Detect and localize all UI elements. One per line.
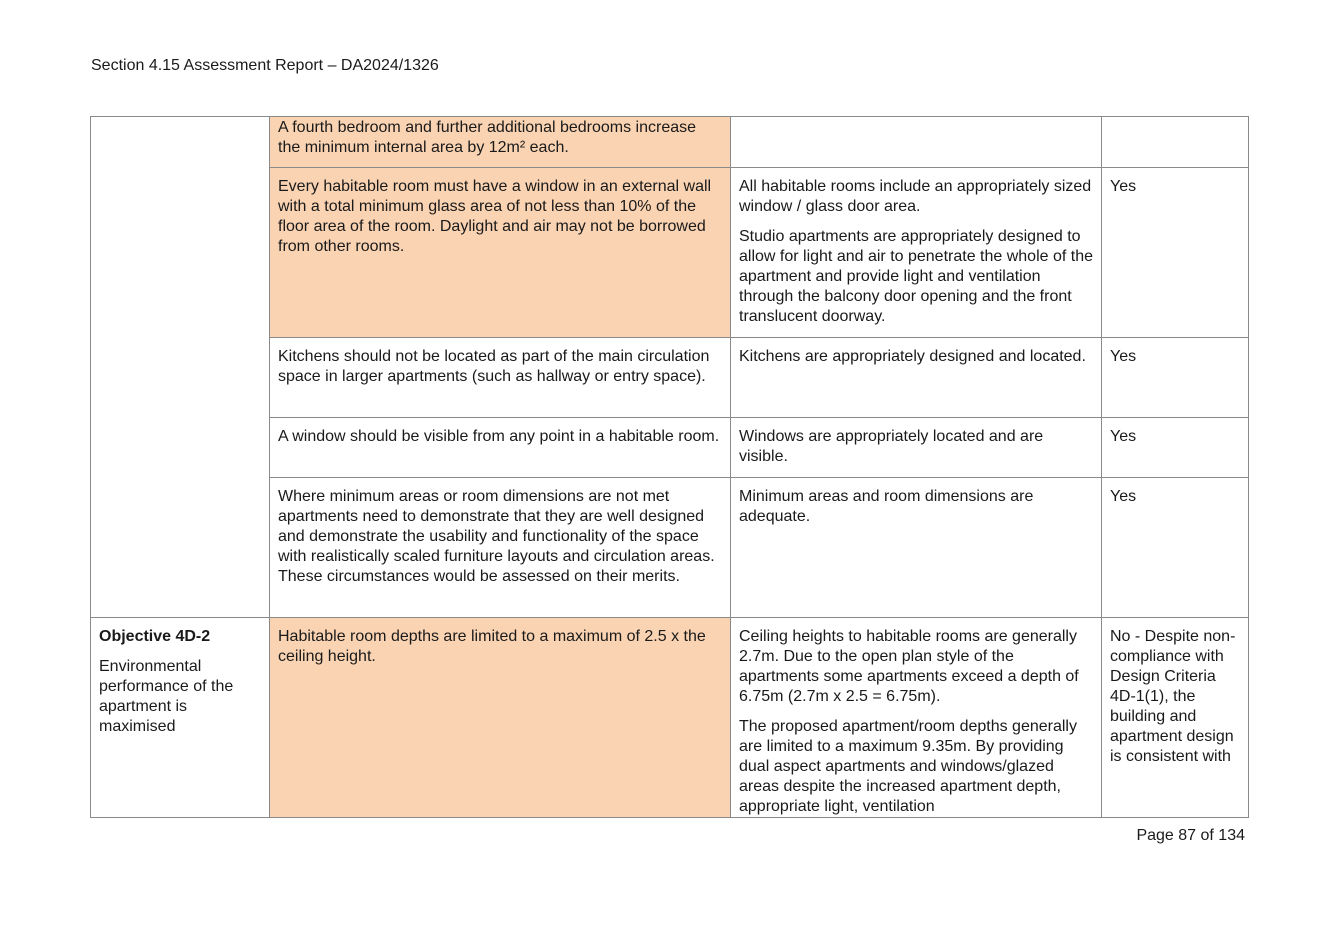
control-cell: Where minimum areas or room dimensions are not met apartments need to demonstrate that they are well designed and demonstrate the usability and functionality of the space with realistically scaled furniture layouts and circulation areas. These circumstances would be assessed on their merits. xyxy=(270,478,731,618)
table-row xyxy=(91,618,1249,818)
objective-cell xyxy=(91,618,270,818)
objective-title: Objective 4D-2 xyxy=(99,628,211,645)
assessment-text: The proposed apartment/room depths generally are limited to a maximum 9.35m. By providing dual aspect apartments and windows/glazed areas despite the increased apartment depth, appropriate light, ventilation xyxy=(739,718,1077,815)
control-cell: A fourth bedroom and further additional bedrooms increase the minimum internal area by 12m² each. xyxy=(270,117,731,168)
assessment-text: Studio apartments are appropriately designed to allow for light and air to penetrate the whole of the apartment and provide light and ventilation through the balcony door opening and the front translucent doorway. xyxy=(739,228,1093,325)
objective-cell-empty xyxy=(91,117,270,618)
objective-text: Environmental performance of the apartment is maximised xyxy=(99,658,234,735)
assessment-cell xyxy=(731,478,1102,618)
compliance-cell: No - Despite non-compliance with Design Criteria 4D-1(1), the building and apartment design is consistent with xyxy=(1102,618,1249,818)
assessment-text: Minimum areas and room dimensions are adequate. xyxy=(739,488,1034,525)
compliance-cell xyxy=(1102,117,1249,168)
compliance-cell: Yes xyxy=(1102,478,1249,618)
control-cell: Every habitable room must have a window in an external wall with a total minimum glass area of not less than 10% of the floor area of the room. Daylight and air may not be borrowed from other rooms. xyxy=(270,168,731,338)
assessment-cell xyxy=(731,338,1102,418)
control-cell: Habitable room depths are limited to a maximum of 2.5 x the ceiling height. xyxy=(270,618,731,818)
assessment-text: All habitable rooms include an appropriately sized window / glass door area. xyxy=(739,178,1092,215)
control-cell: A window should be visible from any point in a habitable room. xyxy=(270,418,731,478)
compliance-cell: Yes xyxy=(1102,418,1249,478)
assessment-cell xyxy=(731,418,1102,478)
assessment-table xyxy=(90,116,1249,818)
compliance-cell: Yes xyxy=(1102,338,1249,418)
table-row xyxy=(91,117,1249,168)
assessment-text: Windows are appropriately located and are visible. xyxy=(739,428,1044,465)
assessment-text: Kitchens are appropriately designed and located. xyxy=(739,348,1086,365)
page-number: Page 87 of 134 xyxy=(1136,827,1245,844)
assessment-text: Ceiling heights to habitable rooms are generally 2.7m. Due to the open plan style of the apartments some apartments exceed a depth of 6.75m (2.7m x 2.5 = 6.75m). xyxy=(739,628,1079,705)
page-header: Section 4.15 Assessment Report – DA2024/1326 xyxy=(91,57,439,74)
control-cell: Kitchens should not be located as part of the main circulation space in larger apartments (such as hallway or entry space). xyxy=(270,338,731,418)
assessment-cell xyxy=(731,168,1102,338)
assessment-clip xyxy=(739,627,1093,816)
compliance-cell: Yes xyxy=(1102,168,1249,338)
assessment-cell xyxy=(731,117,1102,168)
assessment-cell xyxy=(731,618,1102,818)
